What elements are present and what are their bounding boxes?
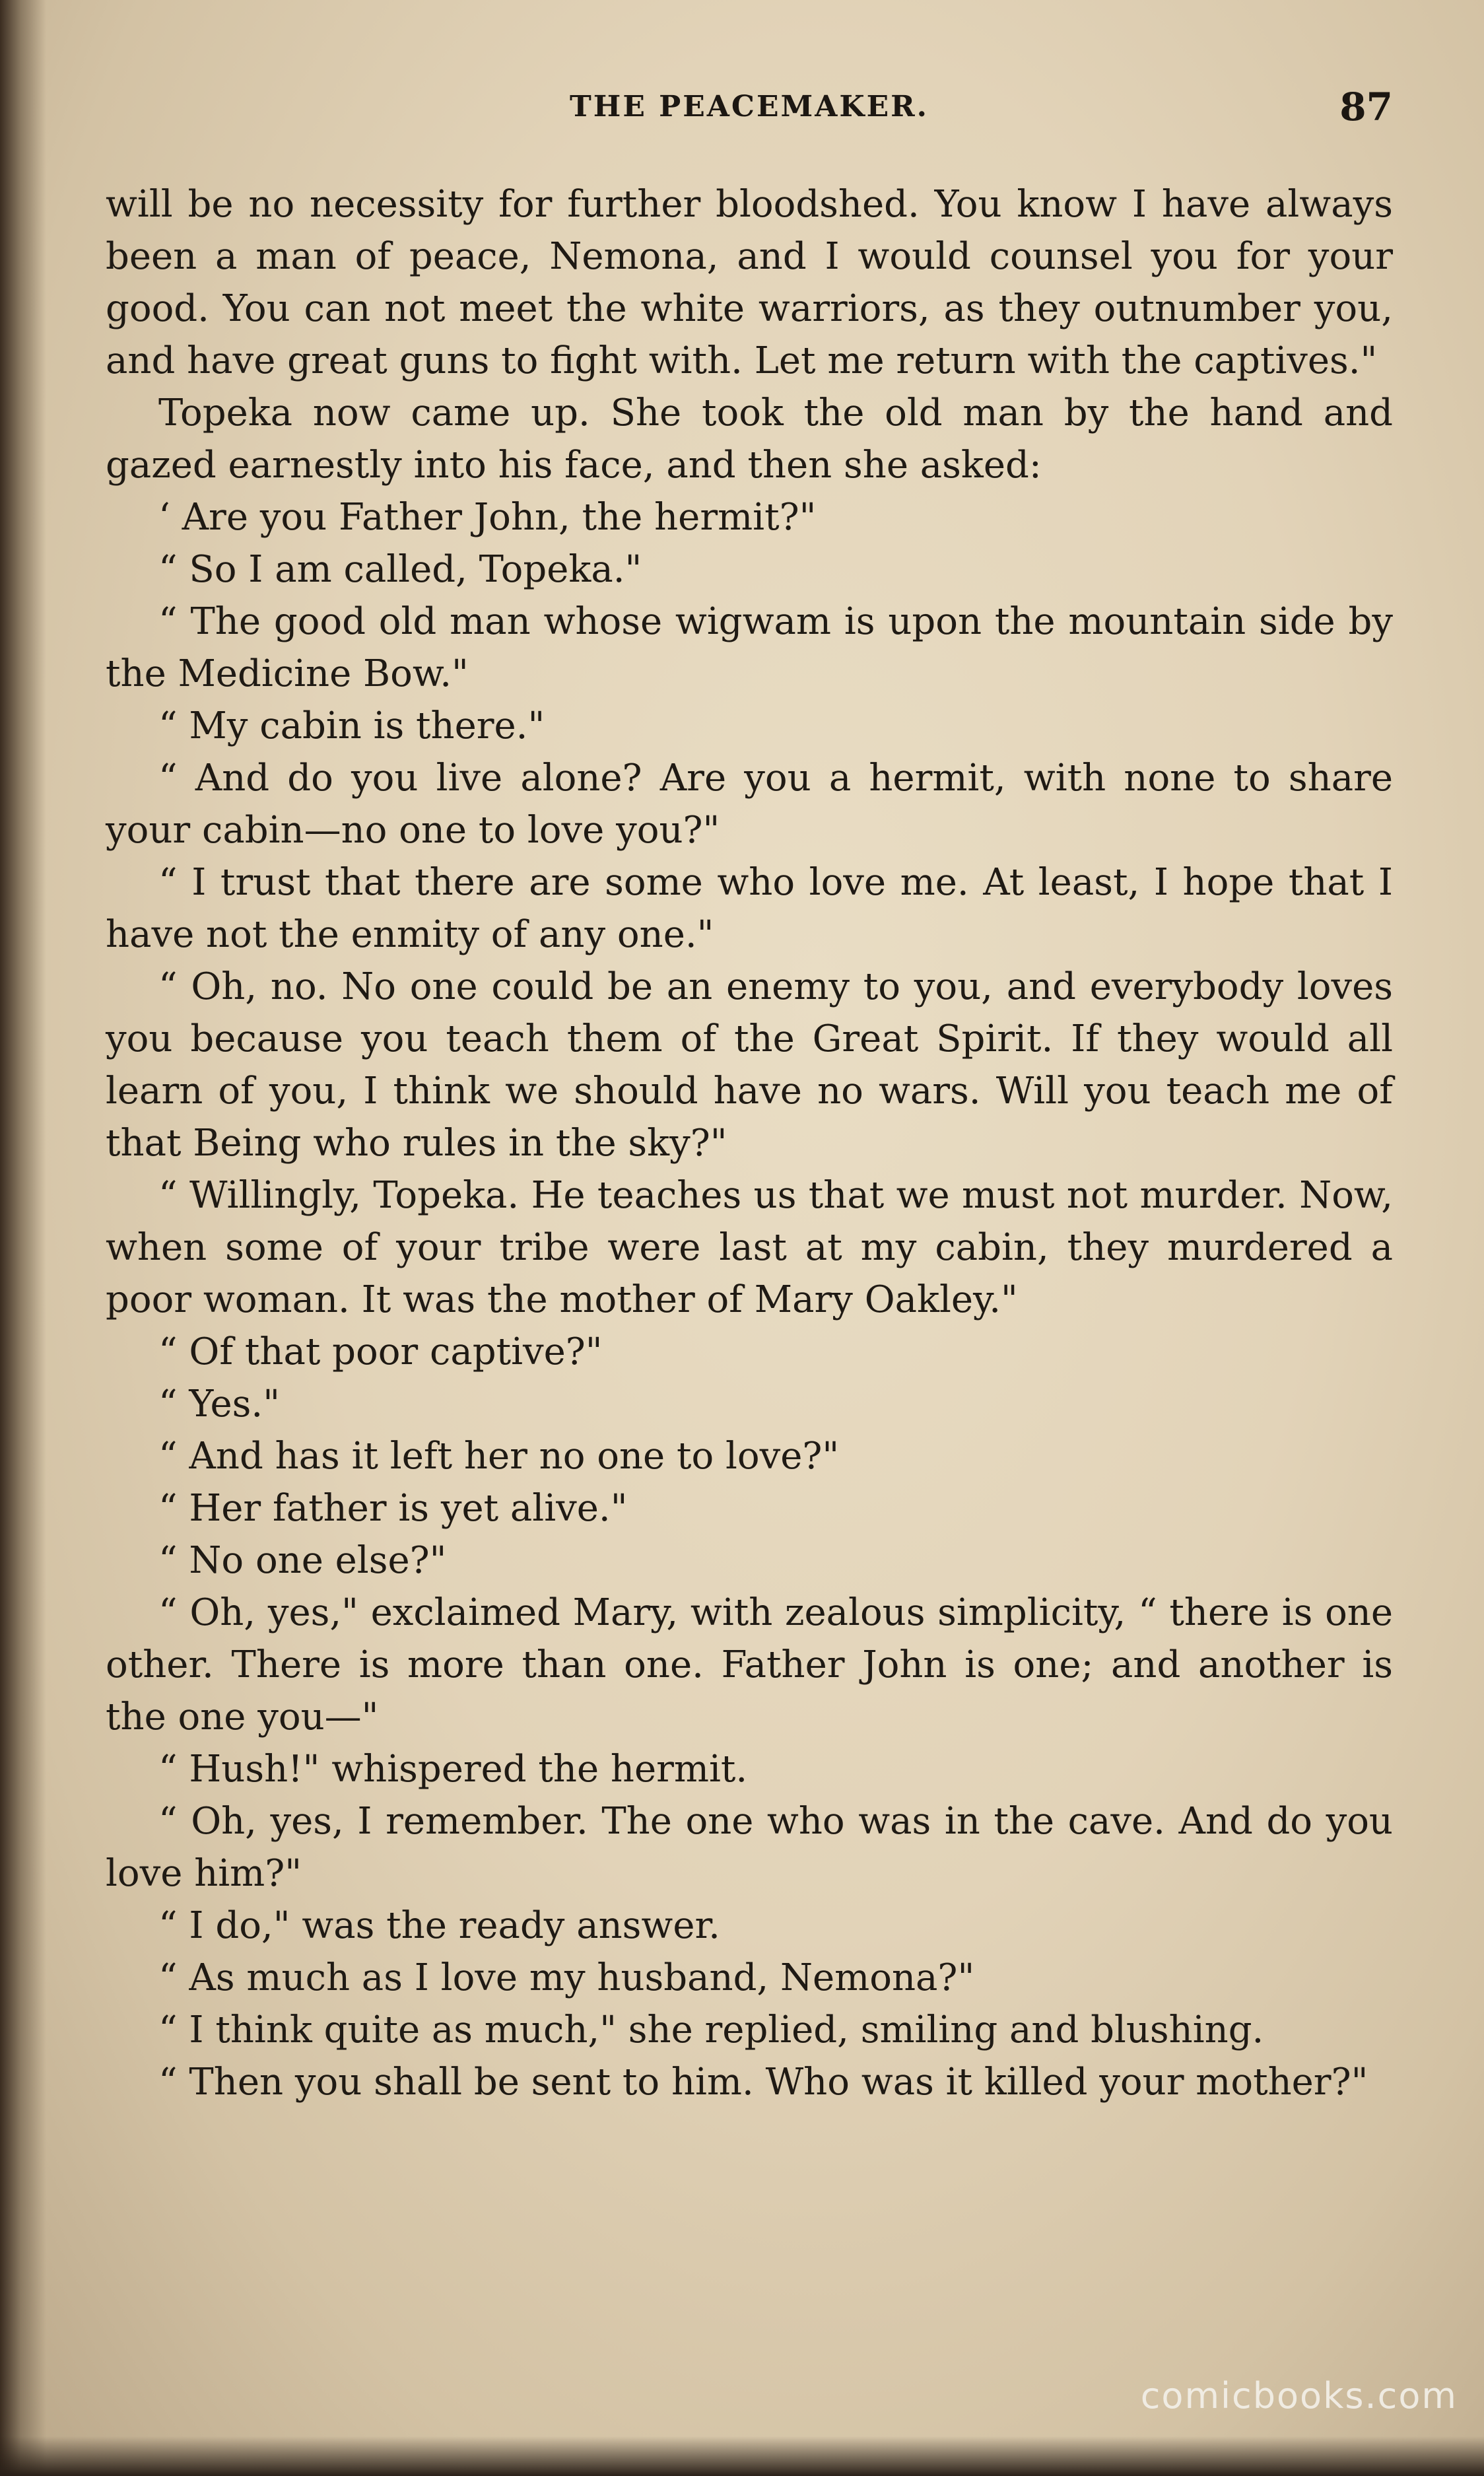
page-header [106, 85, 1393, 131]
paragraph: “ As much as I love my husband, Nemona?" [158, 1956, 975, 1999]
paragraph: “ The good old man whose wigwam is upon the mountain side by the Medicine Bow." [106, 600, 1393, 695]
body-text [106, 178, 1393, 2108]
paragraph: “ My cabin is there." [158, 705, 545, 747]
paragraph: “ And do you live alone? Are you a hermit, with none to share your cabin—no one to love you?" [106, 757, 1393, 852]
paragraph: “ Oh, yes," exclaimed Mary, with zealous simplicity, “ there is one other. There is more than one. Father John is one; and another is the one you—" [106, 1591, 1393, 1738]
paragraph: “ So I am called, Topeka." [158, 548, 642, 591]
paragraph: “ Hush!" whispered the hermit. [158, 1748, 748, 1791]
paragraph: “ Of that poor captive?" [158, 1330, 603, 1373]
spine-shadow [0, 0, 46, 2476]
page-number: 87 [1339, 85, 1393, 129]
paragraph: “ Oh, no. No one could be an enemy to you, and everybody loves you because you teach them of the Great Spirit. If they would all learn of you, I think we should have no wars. Will you teach me of that Being who rules in the sky?" [106, 965, 1393, 1165]
paragraph: “ I trust that there are some who love me. At least, I hope that I have not the enmity of any one." [106, 861, 1393, 956]
paragraph: Topeka now came up. She took the old man by the hand and gazed earnestly into his face, and then she asked: [106, 392, 1393, 487]
paragraph: “ Yes." [158, 1383, 280, 1426]
paragraph: “ Oh, yes, I remember. The one who was in the cave. And do you love him?" [106, 1800, 1393, 1895]
paragraph: “ Then you shall be sent to him. Who was it killed your mother?" [158, 2061, 1368, 2104]
paragraph: “ I do," was the ready answer. [158, 1904, 720, 1947]
watermark: comicbooks.com [1140, 2375, 1458, 2417]
paragraph: “ Willingly, Topeka. He teaches us that we must not murder. Now, when some of your tribe were last at my cabin, they murdered a poor woman. It was the mother of Mary Oakley." [106, 1174, 1393, 1321]
paragraph: “ I think quite as much," she replied, smiling and blushing. [158, 2009, 1264, 2051]
paragraph: “ And has it left her no one to love?" [158, 1435, 840, 1478]
paragraph: ‘ Are you Father John, the hermit?" [158, 496, 817, 539]
paragraph: will be no necessity for further bloodshed. You know I have always been a man of peace, Nemona, and I would counsel you for your good. You can not meet the white warriors, as they outnumber you, and have great guns to fight with. Let me return with the captives." [106, 183, 1393, 382]
running-head: THE PEACEMAKER. [570, 90, 929, 123]
paragraph: “ No one else?" [158, 1539, 447, 1582]
page-bottom-shadow [0, 2436, 1484, 2476]
paragraph: “ Her father is yet alive." [158, 1487, 628, 1530]
